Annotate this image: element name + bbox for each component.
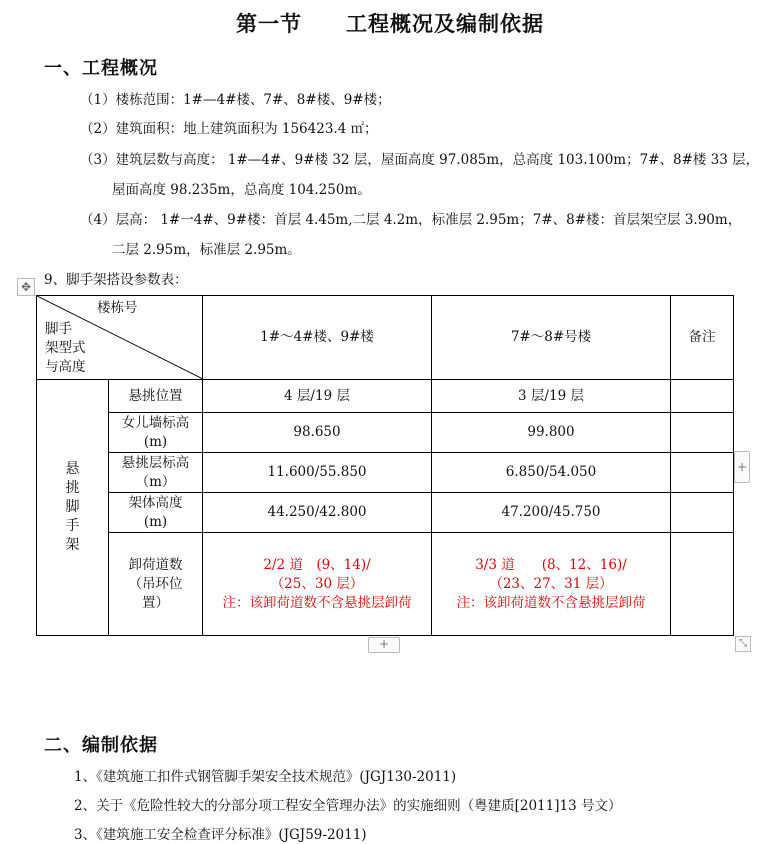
basis-item: 1、《建筑施工扣件式钢管脚手架安全技术规范》(JGJ130-2011) bbox=[74, 769, 457, 785]
col-header-1: 1#～4#楼、9#楼 bbox=[203, 296, 432, 380]
section-number: 第一节 bbox=[236, 12, 302, 36]
table-resize-icon[interactable]: ⤡ bbox=[735, 636, 751, 652]
col-header-remark: 备注 bbox=[671, 296, 734, 380]
scaffold-parameter-table bbox=[36, 295, 734, 636]
remark-cell bbox=[671, 380, 734, 413]
table-row bbox=[37, 413, 734, 453]
row-value: 47.200/45.750 bbox=[432, 493, 671, 533]
remark-cell bbox=[671, 533, 734, 636]
row-label: 悬挑层标高 （m） bbox=[109, 453, 203, 493]
overview-item: （2）建筑面积：地上建筑面积为 156423.4 ㎡； bbox=[80, 121, 378, 137]
overview-item: （3）建筑层数与高度： 1#—4#、9#楼 32 层，屋面高度 97.085m，总高度 103.100m；7#、8#楼 33 层， bbox=[80, 152, 760, 168]
overview-item-cont: 二层 2.95m，标准层 2.95m。 bbox=[112, 242, 301, 258]
remark-cell bbox=[671, 453, 734, 493]
page-title bbox=[0, 8, 780, 38]
basis-heading: 二、编制依据 bbox=[44, 735, 158, 756]
table-row bbox=[37, 533, 734, 636]
row-value-unloading: 2/2 道 (9、14)/ （25、30 层） 注：该卸荷道数不含悬挑层卸荷 bbox=[203, 533, 432, 636]
basis-item: 2、关于《危险性较大的分部分项工程安全管理办法》的实施细则（粤建质[2011]13 号文） bbox=[74, 798, 622, 814]
table-caption: 9、脚手架搭设参数表： bbox=[44, 272, 188, 288]
table-row bbox=[37, 380, 734, 413]
table-move-icon[interactable]: ✥ bbox=[17, 278, 35, 296]
col-header-2: 7#～8#号楼 bbox=[432, 296, 671, 380]
row-value: 98.650 bbox=[203, 413, 432, 453]
overview-item: （1）楼栋范围：1#—4#楼、7#、8#楼、9#楼； bbox=[80, 92, 391, 108]
row-value: 4 层/19 层 bbox=[203, 380, 432, 413]
table-row bbox=[37, 453, 734, 493]
add-column-button[interactable]: + bbox=[734, 451, 750, 483]
row-value-unloading: 3/3 道 (8、12、16)/ （23、27、31 层） 注：该卸荷道数不含悬挑层卸荷 bbox=[432, 533, 671, 636]
diag-header-top: 楼栋号 bbox=[97, 300, 138, 316]
overview-heading: 一、工程概况 bbox=[44, 58, 158, 79]
diagonal-header-cell bbox=[37, 296, 203, 380]
row-label: 架体高度 (m) bbox=[109, 493, 203, 533]
row-value: 99.800 bbox=[432, 413, 671, 453]
diag-header-bottom: 脚手 架型式 与高度 bbox=[45, 321, 86, 375]
remark-cell bbox=[671, 413, 734, 453]
row-value: 11.600/55.850 bbox=[203, 453, 432, 493]
row-value: 3 层/19 层 bbox=[432, 380, 671, 413]
row-label: 悬挑位置 bbox=[109, 380, 203, 413]
basis-item: 3、《建筑施工安全检查评分标准》(JGJ59-2011) bbox=[74, 827, 367, 843]
table-row bbox=[37, 493, 734, 533]
group-label-cell: 悬 挑 脚 手 架 bbox=[37, 380, 109, 636]
overview-item-cont: 屋面高度 98.235m，总高度 104.250m。 bbox=[112, 182, 371, 198]
add-row-button[interactable]: + bbox=[368, 637, 400, 653]
row-label: 女儿墙标高 (m) bbox=[109, 413, 203, 453]
remark-cell bbox=[671, 493, 734, 533]
row-label: 卸荷道数 （吊环位 置） bbox=[109, 533, 203, 636]
section-name: 工程概况及编制依据 bbox=[346, 12, 544, 36]
overview-item: （4）层高： 1#一4#、9#楼：首层 4.45m,二层 4.2m，标准层 2.95m；7#、8#楼：首层架空层 3.90m， bbox=[80, 212, 742, 228]
row-value: 6.850/54.050 bbox=[432, 453, 671, 493]
row-value: 44.250/42.800 bbox=[203, 493, 432, 533]
